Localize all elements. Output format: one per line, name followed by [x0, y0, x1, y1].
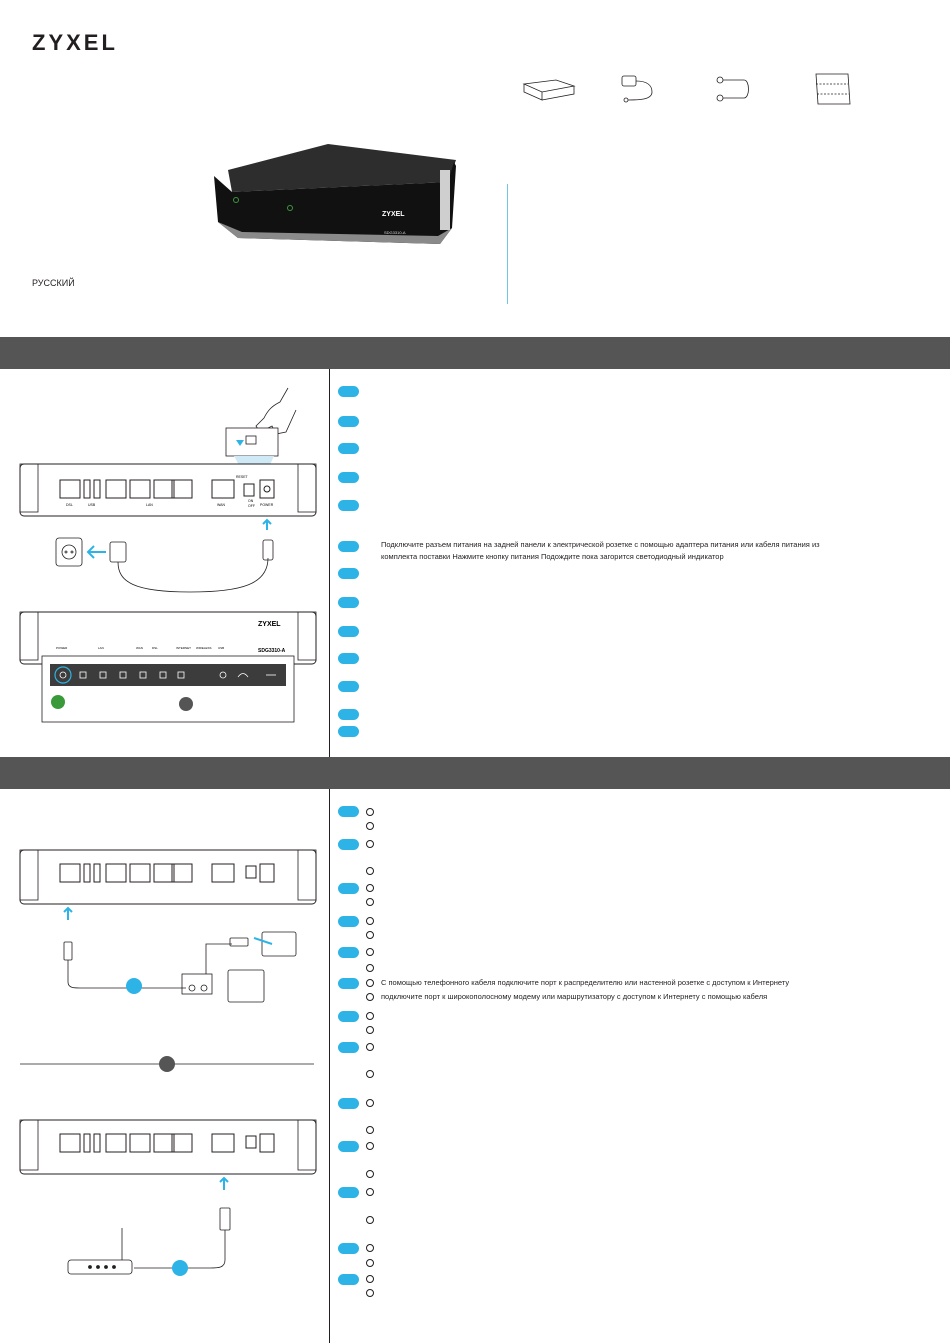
power-instruction-line-1: Подключите разъем питания на задней панели к электрической розетке с помощью адаптера питания или кабеля питания из	[381, 540, 820, 549]
led-strip	[50, 664, 286, 686]
step-pill	[338, 443, 359, 454]
option-circle	[366, 1099, 374, 1107]
step-pill	[338, 1274, 359, 1285]
power-connection-illustration	[10, 380, 325, 725]
device-photo	[208, 140, 458, 255]
option-circle	[366, 898, 374, 906]
option-circle	[366, 1026, 374, 1034]
reset-label: RESET	[236, 475, 248, 479]
brand-logo: ZYXEL	[32, 30, 118, 55]
power-led-on-icon	[51, 695, 65, 709]
lan-label: LAN	[146, 503, 153, 507]
option-circle	[366, 1043, 374, 1051]
option-circle	[366, 1188, 374, 1196]
option-circle	[366, 884, 374, 892]
option-circle	[366, 979, 374, 987]
wall-outlet-icon	[56, 538, 82, 566]
option-circle	[366, 867, 374, 875]
step-pill	[338, 1187, 359, 1198]
step-pill	[338, 500, 359, 511]
step-pill	[338, 1042, 359, 1053]
front-model: SDG3310-A	[258, 648, 286, 654]
option-circle	[366, 1142, 374, 1150]
front-wan-label: WAN	[136, 646, 143, 650]
step-pill	[338, 726, 359, 737]
internet-instruction-line-2: подключите порт к широкополосному модему или маршрутизатору с доступом к Интернету с помощью кабеля	[381, 992, 768, 1001]
step-pill	[338, 806, 359, 817]
step-pill	[338, 839, 359, 850]
step-pill	[338, 416, 359, 427]
internet-instruction-line-1: С помощью телефонного кабеля подключите порт к распределителю или настенной розетке с доступом к Интернету	[381, 978, 790, 987]
section-2-band	[0, 757, 950, 789]
language-label: РУССКИЙ	[32, 278, 75, 288]
power-adapter-icon	[110, 540, 273, 592]
step-pill	[338, 568, 359, 579]
rear-panel-1	[20, 464, 316, 516]
hand-icon	[256, 388, 296, 434]
front-usb-label: USB	[218, 646, 225, 650]
step-pill	[338, 916, 359, 927]
option-circle	[366, 917, 374, 925]
option-circle	[366, 1012, 374, 1020]
power-instruction-line-2: комплекта поставки Нажмите кнопку питания Подождите пока загорится светодиодный индикатор	[381, 552, 724, 561]
accent-vertical-line	[507, 184, 508, 304]
option-circle	[366, 1216, 374, 1224]
option-circle	[366, 1126, 374, 1134]
step-pill	[338, 681, 359, 692]
step-pill	[338, 386, 359, 397]
option-circle	[366, 1275, 374, 1283]
option-circle	[366, 1170, 374, 1178]
section-1-divider	[329, 369, 330, 757]
step-pill	[338, 626, 359, 637]
front-power-label: POWER	[56, 646, 68, 650]
step-pill	[338, 978, 359, 989]
step-pill	[338, 883, 359, 894]
step-pill	[338, 947, 359, 958]
step-pill	[338, 541, 359, 552]
step-pill	[338, 653, 359, 664]
section-2-divider	[329, 789, 330, 1343]
option-circle	[366, 948, 374, 956]
cable-marker-b	[172, 1260, 188, 1276]
step-pill	[338, 1141, 359, 1152]
step-pill	[338, 1011, 359, 1022]
arrow-up-icon	[220, 1178, 228, 1190]
dsl-label: DSL	[66, 503, 73, 507]
off-label: OFF	[248, 504, 255, 508]
arrow-right-icon	[254, 938, 272, 944]
rear-panel-3	[20, 1120, 316, 1174]
front-lan-label: LAN	[98, 646, 104, 650]
front-brand: ZYXEL	[258, 621, 281, 628]
package-contents	[518, 70, 858, 110]
cable-marker-a	[126, 978, 142, 994]
device-icon	[524, 80, 574, 100]
option-circle	[366, 1289, 374, 1297]
wan-label: WAN	[217, 503, 226, 507]
front-wireless-label: WIRELESS	[196, 646, 212, 650]
documentation-icon	[816, 74, 850, 104]
front-dsl-label: DSL	[152, 646, 158, 650]
step-pill	[338, 1098, 359, 1109]
option-circle	[366, 931, 374, 939]
arrow-left-icon	[88, 546, 106, 558]
option-circle	[366, 808, 374, 816]
section-1-band	[0, 337, 950, 369]
on-label: ON	[248, 499, 254, 503]
option-circle	[366, 1070, 374, 1078]
arrow-up-icon	[64, 908, 72, 920]
or-marker	[159, 1056, 175, 1072]
power-label: POWER	[260, 503, 274, 507]
option-circle	[366, 964, 374, 972]
modem-icon	[68, 1208, 230, 1274]
internet-connection-illustration	[10, 840, 325, 1280]
option-circle	[366, 1244, 374, 1252]
step-pill	[338, 472, 359, 483]
step-pill	[338, 597, 359, 608]
step-pill	[338, 709, 359, 720]
power-adapter-icon	[622, 76, 652, 102]
usb-label: USB	[88, 503, 96, 507]
option-circle	[366, 822, 374, 830]
option-circle	[366, 1259, 374, 1267]
option-circle	[366, 840, 374, 848]
cable-icon	[717, 77, 749, 101]
front-internet-label: INTERNET	[176, 646, 191, 650]
step-pill	[338, 1243, 359, 1254]
arrow-up-icon	[263, 520, 271, 530]
device-photo-brand: ZYXEL	[382, 211, 405, 218]
option-circle	[366, 993, 374, 1001]
phone-cable-icon	[64, 932, 296, 1002]
step-marker	[179, 697, 193, 711]
rear-panel-2	[20, 850, 316, 904]
device-photo-model: SDG3310-A	[384, 230, 406, 235]
